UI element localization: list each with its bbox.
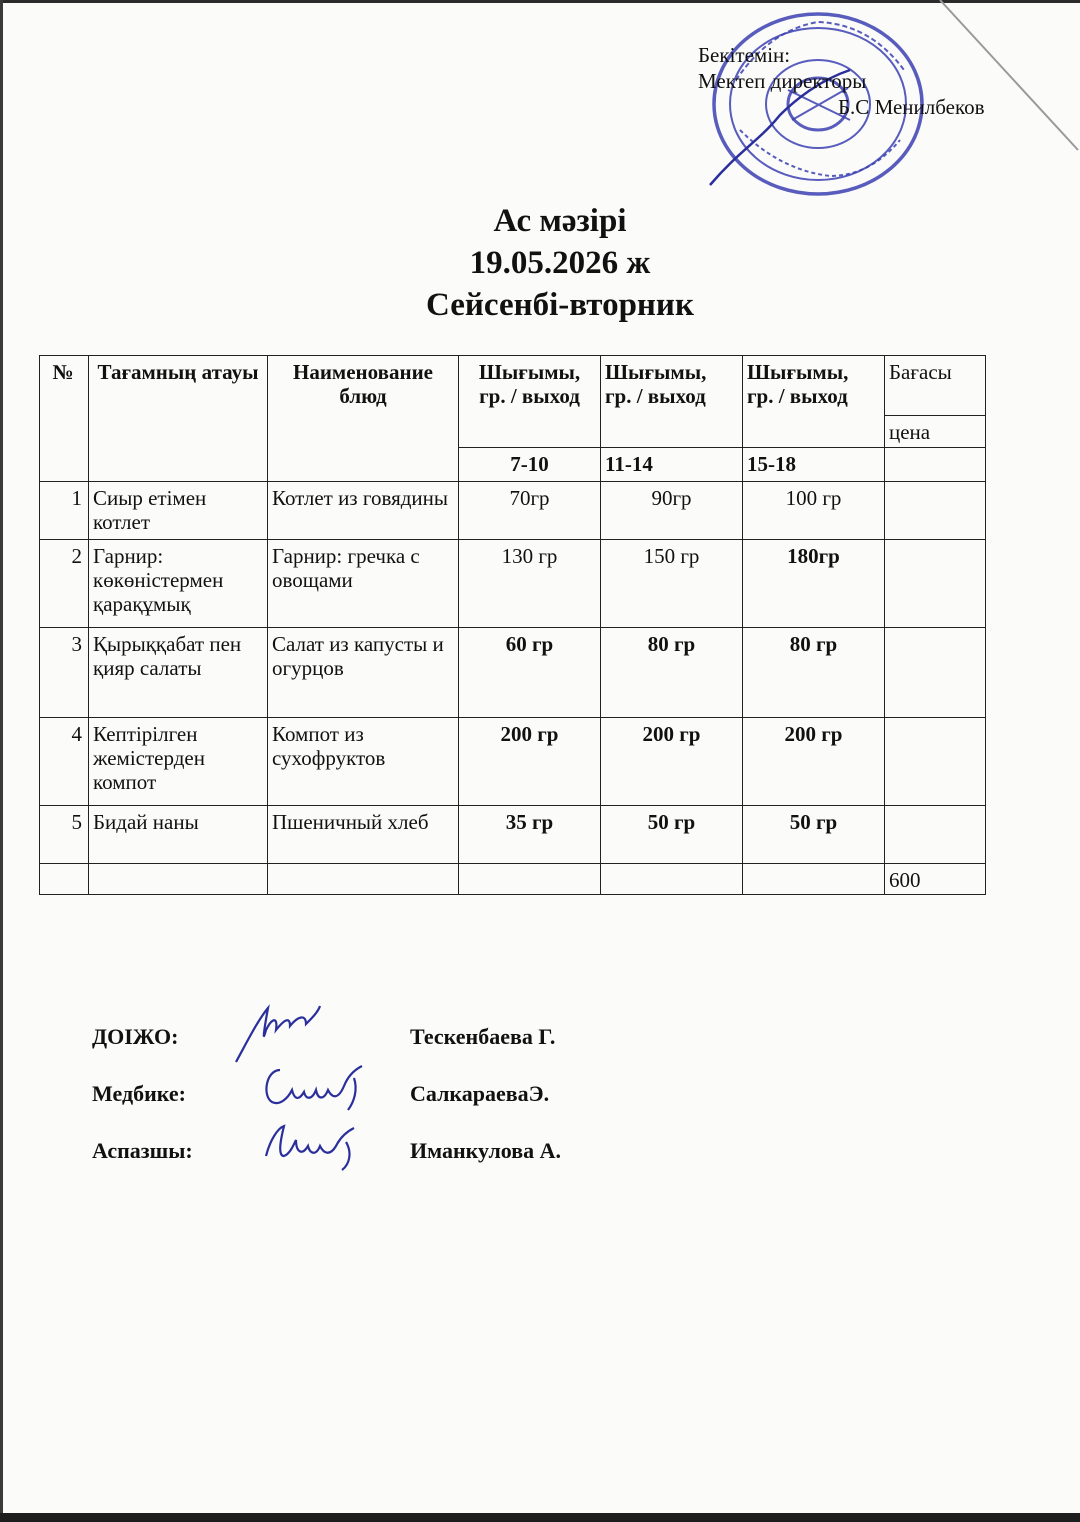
approval-line-3: Б.С Менилбеков [838,95,985,119]
row-no: 1 [40,482,89,540]
total-empty-cell [601,864,743,895]
row-ru-name: Котлет из говядины [268,482,459,540]
document-title [0,200,1080,326]
row-price [885,540,986,628]
total-empty-cell [89,864,268,895]
row-kz-name: Кептірілген жемістерден компот [89,718,268,806]
row-no: 4 [40,718,89,806]
handwritten-signature-3 [256,1116,376,1176]
header-price-ru: цена [885,416,986,448]
row-no: 5 [40,806,89,864]
total-row [40,864,986,895]
header-kz-name: Тағамның атауы [89,356,268,482]
row-price [885,718,986,806]
title-date: 19.05.2026 ж [469,245,651,281]
table-row [40,540,986,628]
signature-label: ДОІЖО: [92,1024,179,1049]
row-kz-name: Бидай наны [89,806,268,864]
header-no: № [40,356,89,482]
row-ru-name: Гарнир: гречка с овощами [268,540,459,628]
row-kz-name: Сиыр етімен котлет [89,482,268,540]
title-line-1: Ас мәзірі [493,203,627,239]
table-row [40,806,986,864]
approval-block [698,42,985,120]
signature-name: Иманкулова А. [410,1138,562,1163]
total-price: 600 [885,864,986,895]
menu-table [39,355,986,895]
row-yield-2: 200 гр [601,718,743,806]
total-empty-cell [743,864,885,895]
row-yield-3: 200 гр [743,718,885,806]
row-no: 3 [40,628,89,718]
row-price [885,482,986,540]
row-yield-1: 130 гр [459,540,601,628]
total-empty-cell [268,864,459,895]
signature-name: Тескенбаева Г. [410,1024,556,1049]
header-age-3: 15-18 [743,448,885,482]
title-day: Сейсенбі-вторник [426,287,694,323]
row-ru-name: Салат из капусты и огурцов [268,628,459,718]
signature-name: СалкараеваЭ. [410,1081,550,1106]
row-yield-2: 80 гр [601,628,743,718]
table-row [40,628,986,718]
approval-line-2: Мектеп директоры [698,69,867,93]
row-kz-name: Қырыққабат пен қияр салаты [89,628,268,718]
row-yield-1: 70гр [459,482,601,540]
header-age-2: 11-14 [601,448,743,482]
signature-label: Аспазшы: [92,1138,193,1163]
row-price [885,806,986,864]
row-yield-3: 50 гр [743,806,885,864]
row-yield-1: 60 гр [459,628,601,718]
row-yield-3: 100 гр [743,482,885,540]
signature-label: Медбике: [92,1081,186,1106]
header-yield-2: Шығымы, гр. / выход [601,356,743,448]
table-row [40,718,986,806]
row-price [885,628,986,718]
handwritten-signature-2 [258,1056,388,1116]
header-yield-3: Шығымы, гр. / выход [743,356,885,448]
page-bottom-edge [0,1513,1080,1522]
row-yield-2: 150 гр [601,540,743,628]
row-ru-name: Компот из сухофруктов [268,718,459,806]
row-yield-2: 50 гр [601,806,743,864]
header-price-kz: Бағасы [885,356,986,416]
header-age-price-empty [885,448,986,482]
header-ru-name: Наименование блюд [268,356,459,482]
row-yield-1: 35 гр [459,806,601,864]
total-empty-cell [459,864,601,895]
table-row [40,482,986,540]
header-age-1: 7-10 [459,448,601,482]
row-yield-2: 90гр [601,482,743,540]
row-yield-3: 80 гр [743,628,885,718]
approval-line-1: Бекітемін: [698,43,791,67]
row-yield-3: 180гр [743,540,885,628]
header-yield-1: Шығымы, гр. / выход [459,356,601,448]
row-kz-name: Гарнир: көкөністермен қарақұмық [89,540,268,628]
row-no: 2 [40,540,89,628]
row-ru-name: Пшеничный хлеб [268,806,459,864]
total-empty-cell [40,864,89,895]
row-yield-1: 200 гр [459,718,601,806]
